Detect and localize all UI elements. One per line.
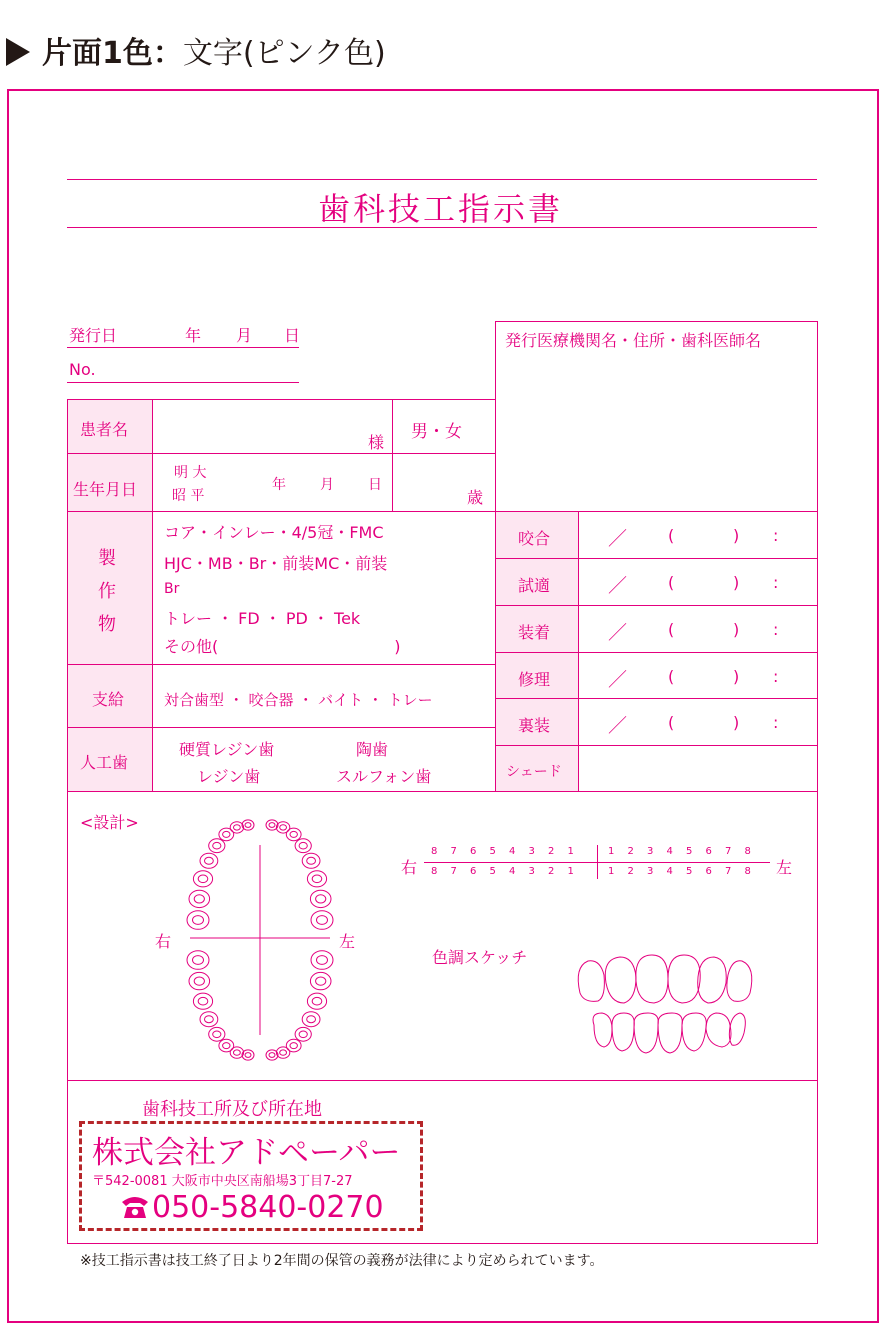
- paren-close-1: ): [733, 526, 740, 545]
- tooth-number-r-upper: 7: [450, 846, 457, 857]
- tooth-number-r-upper: 3: [528, 846, 535, 857]
- slash-2: ／: [608, 575, 628, 597]
- tooth-outline: [187, 951, 209, 970]
- play-triangle-icon: [6, 38, 30, 66]
- tooth-inner: [312, 997, 322, 1005]
- tooth-outline: [302, 1012, 320, 1027]
- tooth-number-l-lower: 3: [647, 866, 654, 877]
- tooth-inner: [317, 956, 328, 965]
- tooth-outline: [295, 1027, 311, 1041]
- tooth-outline: [310, 890, 331, 907]
- tooth-number-r-upper: 8: [431, 846, 438, 857]
- tooth-number-l-upper: 8: [744, 846, 751, 857]
- colon-4: :: [773, 667, 779, 686]
- tooth-number-r-upper: 6: [470, 846, 477, 857]
- artificial-item-3: レジン歯: [197, 767, 261, 786]
- tooth-number-l-lower: 4: [666, 866, 673, 877]
- tooth-number-l-upper: 4: [666, 846, 673, 857]
- tooth-inner: [316, 895, 326, 903]
- tooth-inner: [290, 1043, 297, 1049]
- tooth-number-l-lower: 2: [627, 866, 634, 877]
- product-line-1: コア・インレー・4/5冠・FMC: [164, 523, 384, 542]
- tooth-number-r-lower: 1: [567, 866, 574, 877]
- tooth-outline: [286, 1039, 301, 1052]
- teeth-sketch-illustration: [572, 953, 758, 1059]
- tooth-inner: [234, 1050, 241, 1055]
- tooth-number-r-lower: 6: [470, 866, 477, 877]
- tooth-outline: [193, 993, 212, 1009]
- title-rule-top: [67, 179, 817, 180]
- schedule-label-5: 裏装: [518, 716, 551, 735]
- tooth-inner: [193, 916, 204, 925]
- product-line-4: トレー ・ FD ・ PD ・ Tek: [164, 609, 361, 628]
- product-line-3: Br: [164, 581, 180, 597]
- paren-open-2: (: [668, 573, 675, 592]
- tooth-inner: [194, 977, 204, 985]
- tooth-number-l-lower: 5: [686, 866, 693, 877]
- colon-5: :: [773, 713, 779, 732]
- tooth-number-r-lower: 7: [450, 866, 457, 877]
- tooth-inner: [312, 875, 322, 883]
- tooth-number-r-upper: 4: [509, 846, 516, 857]
- tooth-number-r-upper: 5: [489, 846, 496, 857]
- schedule-label-1: 咬合: [518, 529, 551, 548]
- legal-note: ※技工指示書は技工終了日より2年間の保管の義務が法律により定められています。: [80, 1253, 604, 1269]
- tooth-inner: [213, 842, 221, 849]
- product-label-2: 作: [98, 581, 116, 602]
- header-rest: 文字(ピンク色): [182, 36, 386, 71]
- paren-open-4: (: [668, 667, 675, 686]
- schedule-label-3: 装着: [518, 623, 551, 642]
- company-phone: 050-5840-0270: [152, 1190, 384, 1225]
- tooth-inner: [280, 1050, 287, 1055]
- tooth-number-l-upper: 6: [705, 846, 712, 857]
- paren-open-5: (: [668, 713, 675, 732]
- issue-day: 日: [284, 326, 301, 345]
- paren-close-3: ): [733, 620, 740, 639]
- slash-4: ／: [608, 669, 628, 691]
- tooth-inner: [223, 1043, 230, 1049]
- tooth-number-l-lower: 6: [705, 866, 712, 877]
- tooth-number-l-upper: 2: [627, 846, 634, 857]
- tooth-inner: [299, 1031, 307, 1038]
- colon-3: :: [773, 620, 779, 639]
- tooth-number-l-upper: 5: [686, 846, 693, 857]
- tooth-inner: [307, 1016, 316, 1023]
- birth-year: 年: [272, 477, 286, 493]
- tooth-outline: [187, 911, 209, 930]
- paren-open-1: (: [668, 526, 675, 545]
- tooth-inner: [299, 842, 307, 849]
- shade-label: シェード: [506, 764, 562, 780]
- tooth-inner: [198, 875, 208, 883]
- paren-close-2: ): [733, 573, 740, 592]
- tooth-outline: [200, 853, 218, 868]
- phone-icon: [120, 1194, 150, 1220]
- tooth-chart-left-label: 左: [776, 858, 793, 877]
- tooth-outline: [209, 1027, 225, 1041]
- product-label-3: 物: [98, 614, 116, 635]
- gender-label: 男・女: [411, 422, 462, 442]
- page-header: [6, 28, 386, 72]
- issue-month: 月: [236, 326, 253, 345]
- schedule-label-2: 試適: [518, 576, 551, 595]
- tooth-chart-right-label: 右: [401, 858, 418, 877]
- tooth-inner: [280, 825, 287, 830]
- paren-close-5: ): [733, 713, 740, 732]
- tooth-inner: [269, 823, 275, 828]
- tooth-inner: [213, 1031, 221, 1038]
- tooth-outline: [189, 972, 210, 989]
- tooth-number-l-lower: 8: [744, 866, 751, 877]
- tooth-inner: [245, 823, 251, 828]
- tooth-outline: [302, 853, 320, 868]
- dental-right-label: 右: [155, 932, 172, 951]
- tooth-outline: [219, 828, 234, 841]
- tooth-outline: [311, 951, 333, 970]
- form-title: 歯科技工指示書: [318, 190, 564, 228]
- dental-left-label: 左: [339, 932, 356, 951]
- tooth-outline: [209, 839, 225, 853]
- design-label: <設計>: [80, 813, 139, 832]
- supply-label: 支給: [92, 690, 125, 709]
- tooth-outline: [189, 890, 210, 907]
- patient-label: 患者名: [80, 420, 129, 439]
- issue-year: 年: [185, 326, 202, 345]
- sama-label: 様: [368, 433, 385, 452]
- tooth-inner: [223, 831, 230, 837]
- slash-1: ／: [608, 528, 628, 550]
- tooth-number-r-lower: 2: [548, 866, 555, 877]
- tooth-inner: [245, 1053, 251, 1058]
- product-label-1: 製: [98, 548, 116, 569]
- paren-open-3: (: [668, 620, 675, 639]
- product-line-2: HJC・MB・Br・前装MC・前装: [164, 554, 388, 573]
- tooth-inner: [269, 1053, 275, 1058]
- tooth-number-l-upper: 1: [608, 846, 615, 857]
- artificial-item-4: スルフォン歯: [336, 767, 432, 786]
- tooth-outline: [230, 1047, 243, 1058]
- tooth-outline: [276, 1047, 289, 1058]
- header-bold: 片面1色：: [42, 36, 183, 71]
- slash-3: ／: [608, 622, 628, 644]
- tooth-inner: [205, 857, 214, 864]
- tooth-outline: [219, 1039, 234, 1052]
- tooth-number-r-lower: 8: [431, 866, 438, 877]
- title-rule-bottom: [67, 227, 817, 228]
- tooth-number-r-upper: 2: [548, 846, 555, 857]
- tooth-inner: [307, 857, 316, 864]
- tooth-inner: [205, 1016, 214, 1023]
- product-line-5: その他( ): [164, 637, 401, 656]
- tooth-chart-vline: [597, 845, 598, 879]
- artificial-label: 人工歯: [80, 753, 129, 772]
- tooth-outline: [295, 839, 311, 853]
- artificial-item-2: 陶歯: [356, 740, 389, 759]
- no-rule: [67, 382, 299, 383]
- age-label: 歳: [467, 488, 484, 507]
- tooth-inner: [290, 831, 297, 837]
- company-address: 〒542-0081 大阪市中央区南船場3丁目7-27: [92, 1174, 353, 1189]
- tooth-number-l-upper: 7: [725, 846, 732, 857]
- tooth-inner: [317, 916, 328, 925]
- lab-label: 歯科技工所及び所在地: [142, 1099, 322, 1120]
- birth-day: 日: [368, 477, 382, 493]
- tooth-inner: [194, 895, 204, 903]
- tooth-outline: [286, 828, 301, 841]
- colon-2: :: [773, 573, 779, 592]
- tooth-inner: [234, 825, 241, 830]
- tooth-outline: [307, 871, 326, 887]
- supply-items: 対合歯型 ・ 咬合器 ・ バイト ・ トレー: [164, 691, 433, 709]
- birth-label: 生年月日: [73, 480, 138, 499]
- tooth-number-r-lower: 4: [509, 866, 516, 877]
- tooth-number-l-lower: 1: [608, 866, 615, 877]
- institution-label: 発行医療機関名・住所・歯科医師名: [505, 331, 762, 350]
- tooth-inner: [198, 997, 208, 1005]
- artificial-item-1: 硬質レジン歯: [179, 740, 275, 759]
- tooth-number-r-lower: 3: [528, 866, 535, 877]
- colon-1: :: [773, 526, 779, 545]
- schedule-label-4: 修理: [518, 670, 551, 689]
- tooth-inner: [316, 977, 326, 985]
- tooth-outline: [311, 911, 333, 930]
- issue-date-rule: [67, 347, 299, 348]
- tooth-inner: [193, 956, 204, 965]
- era-1: 明 大: [174, 465, 207, 481]
- sketch-label: 色調スケッチ: [432, 948, 528, 967]
- no-label: No.: [69, 360, 96, 379]
- company-name: 株式会社アドペーパー: [92, 1135, 401, 1171]
- issue-date-label: 発行日: [69, 326, 118, 345]
- dental-arch-diagram: [170, 805, 350, 1067]
- era-2: 昭 平: [172, 488, 205, 504]
- tooth-number-r-upper: 1: [567, 846, 574, 857]
- tooth-number-r-lower: 5: [489, 866, 496, 877]
- tooth-outline: [200, 1012, 218, 1027]
- tooth-outline: [310, 972, 331, 989]
- tooth-outline: [276, 822, 289, 833]
- tooth-number-l-lower: 7: [725, 866, 732, 877]
- slash-5: ／: [608, 715, 628, 737]
- tooth-outline: [193, 871, 212, 887]
- birth-month: 月: [320, 477, 334, 493]
- tooth-outline: [230, 822, 243, 833]
- tooth-number-l-upper: 3: [647, 846, 654, 857]
- paren-close-4: ): [733, 667, 740, 686]
- tooth-outline: [307, 993, 326, 1009]
